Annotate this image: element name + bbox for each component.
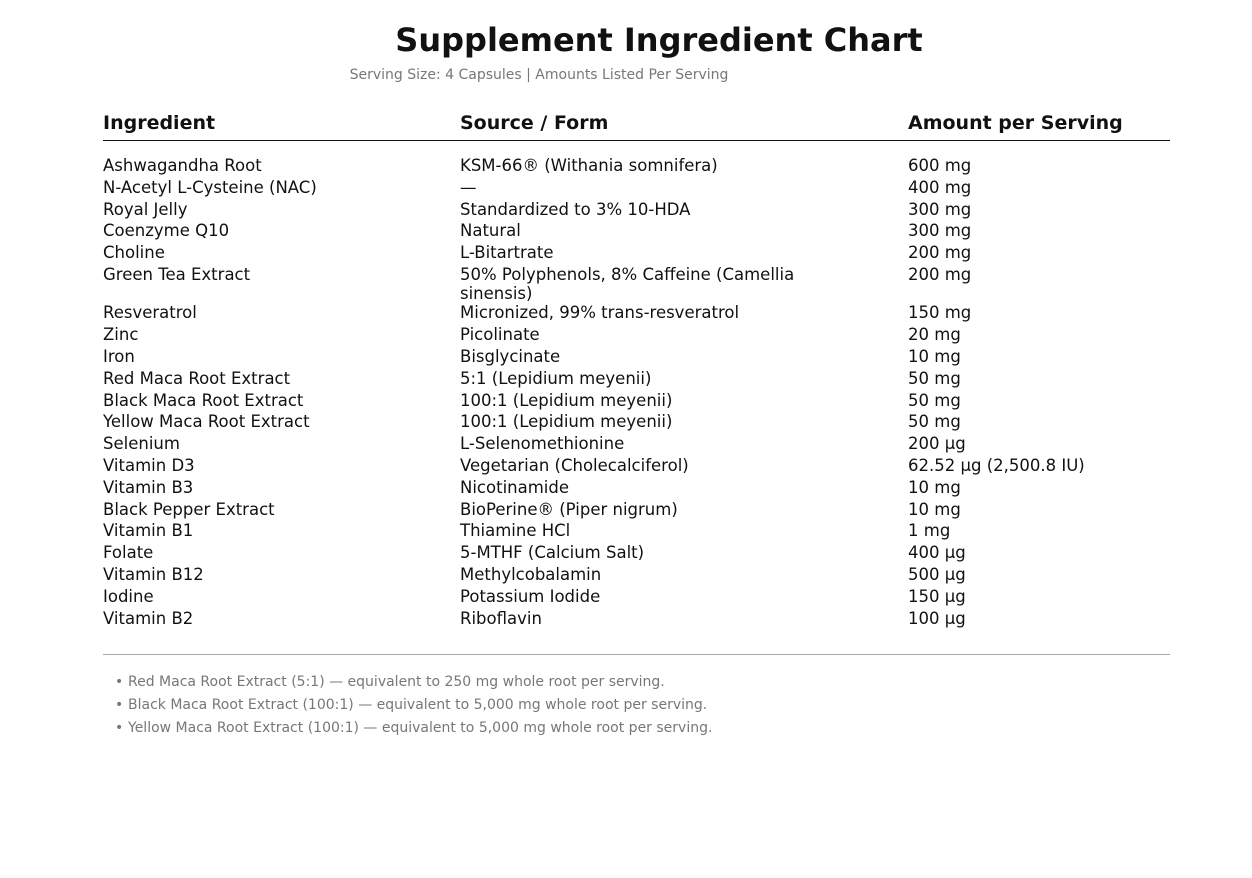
bullet-icon: • <box>115 720 124 736</box>
source-cell: Natural <box>460 221 521 241</box>
ingredient-cell: Iodine <box>103 586 154 606</box>
ingredient-cell: Folate <box>103 543 154 563</box>
bullet-icon: • <box>115 674 124 690</box>
amount-cell: 300 mg <box>908 199 972 219</box>
table-row <box>103 499 1170 521</box>
ingredient-cell: Choline <box>103 243 165 263</box>
amount-cell: 500 µg <box>908 565 966 585</box>
source-cell: KSM-66® (Withania somnifera) <box>460 156 718 175</box>
amount-cell: 400 µg <box>908 543 966 563</box>
source-cell: Nicotinamide <box>460 477 569 497</box>
footnotes-list <box>115 671 1155 740</box>
amount-cell: 200 mg <box>908 243 972 263</box>
ingredient-cell: Royal Jelly <box>103 199 188 219</box>
source-cell: Picolinate <box>460 325 540 345</box>
source-cell: 100:1 (Lepidium meyenii) <box>460 390 673 410</box>
source-cell: BioPerine® (Piper nigrum) <box>460 499 678 519</box>
table-row <box>103 242 1170 264</box>
amount-cell: 50 mg <box>908 412 961 432</box>
footnote-text: Yellow Maca Root Extract (100:1) — equivalent to 5,000 mg whole root per serving. <box>128 720 713 736</box>
ingredient-cell: Black Maca Root Extract <box>103 390 304 410</box>
table-row <box>103 177 1170 199</box>
source-cell: 5:1 (Lepidium meyenii) <box>460 368 652 388</box>
source-cell: Thiamine HCl <box>460 521 571 541</box>
table-row <box>103 368 1170 390</box>
amount-cell: 50 mg <box>908 368 961 388</box>
amount-cell: 200 mg <box>908 264 972 284</box>
table-row <box>103 220 1170 242</box>
footnote-item <box>115 671 1155 694</box>
table-row <box>103 608 1170 630</box>
ingredient-cell: Zinc <box>103 325 139 345</box>
amount-cell: 50 mg <box>908 390 961 410</box>
table-row <box>103 455 1170 477</box>
table-row <box>103 302 1170 324</box>
amount-cell: 62.52 µg (2,500.8 IU) <box>908 456 1085 476</box>
table-row <box>103 155 1170 177</box>
ingredient-cell: Ashwagandha Root <box>103 156 262 175</box>
source-cell: Riboflavin <box>460 608 542 628</box>
source-cell: 5-MTHF (Calcium Salt) <box>460 543 645 563</box>
table-row <box>103 433 1170 455</box>
ingredient-cell: Green Tea Extract <box>103 264 251 284</box>
ingredient-cell: Vitamin B12 <box>103 565 204 585</box>
amount-cell: 300 mg <box>908 221 972 241</box>
amount-cell: 1 mg <box>908 521 951 541</box>
source-cell: 50% Polyphenols, 8% Caffeine (Camellia sinensis) <box>460 264 795 303</box>
ingredient-cell: Red Maca Root Extract <box>103 368 291 388</box>
amount-cell: 600 mg <box>908 156 972 175</box>
amount-cell: 100 µg <box>908 608 966 628</box>
table-body <box>103 141 1170 629</box>
table-row <box>103 324 1170 346</box>
footnote-text: Black Maca Root Extract (100:1) — equivalent to 5,000 mg whole root per serving. <box>128 697 708 713</box>
table-row <box>103 586 1170 608</box>
amount-cell: 150 mg <box>908 303 972 323</box>
source-cell: L-Bitartrate <box>460 243 554 263</box>
table-header <box>103 108 1170 141</box>
table-row <box>103 542 1170 564</box>
table-row <box>103 411 1170 433</box>
ingredient-cell: Black Pepper Extract <box>103 499 275 519</box>
ingredient-cell: Coenzyme Q10 <box>103 221 230 241</box>
footnote-item <box>115 694 1155 717</box>
table-row <box>103 520 1170 542</box>
table-row <box>103 264 1170 303</box>
ingredient-cell: Selenium <box>103 434 180 454</box>
source-cell: Vegetarian (Cholecalciferol) <box>460 456 689 476</box>
ingredient-cell: Vitamin B2 <box>103 608 194 628</box>
footnote-divider <box>103 654 1170 655</box>
amount-cell: 10 mg <box>908 347 961 367</box>
amount-cell: 20 mg <box>908 325 961 345</box>
source-cell: — <box>460 177 477 197</box>
footnote-item <box>115 717 1155 740</box>
ingredient-cell: Yellow Maca Root Extract <box>103 412 310 432</box>
ingredient-cell: N-Acetyl L-Cysteine (NAC) <box>103 177 317 197</box>
table-row <box>103 564 1170 586</box>
column-header-source: Source / Form <box>460 112 609 134</box>
ingredient-cell: Vitamin B3 <box>103 477 194 497</box>
ingredient-table <box>103 108 1170 629</box>
source-cell: Standardized to 3% 10-HDA <box>460 199 691 219</box>
table-row <box>103 477 1170 499</box>
ingredient-cell: Vitamin B1 <box>103 521 194 541</box>
amount-cell: 10 mg <box>908 477 961 497</box>
bullet-icon: • <box>115 697 124 713</box>
column-header-ingredient: Ingredient <box>103 112 216 134</box>
source-cell: Bisglycinate <box>460 347 561 367</box>
amount-cell: 10 mg <box>908 499 961 519</box>
ingredient-cell: Iron <box>103 347 135 367</box>
ingredient-cell: Vitamin D3 <box>103 456 195 476</box>
table-row <box>103 390 1170 412</box>
amount-cell: 400 mg <box>908 177 972 197</box>
source-cell: 100:1 (Lepidium meyenii) <box>460 412 673 432</box>
column-header-amount: Amount per Serving <box>908 112 1123 134</box>
serving-size-subtitle: Serving Size: 4 Capsules | Amounts Listed Per Serving <box>349 67 729 83</box>
source-cell: Potassium Iodide <box>460 586 601 606</box>
table-row <box>103 199 1170 221</box>
amount-cell: 200 µg <box>908 434 966 454</box>
source-cell: Micronized, 99% trans-resveratrol <box>460 303 740 323</box>
amount-cell: 150 µg <box>908 586 966 606</box>
footnote-text: Red Maca Root Extract (5:1) — equivalent to 250 mg whole root per serving. <box>128 674 665 690</box>
ingredient-cell: Resveratrol <box>103 303 197 323</box>
source-cell: Methylcobalamin <box>460 565 602 585</box>
table-row <box>103 346 1170 368</box>
page-title: Supplement Ingredient Chart <box>395 21 923 59</box>
source-cell: L-Selenomethionine <box>460 434 625 454</box>
